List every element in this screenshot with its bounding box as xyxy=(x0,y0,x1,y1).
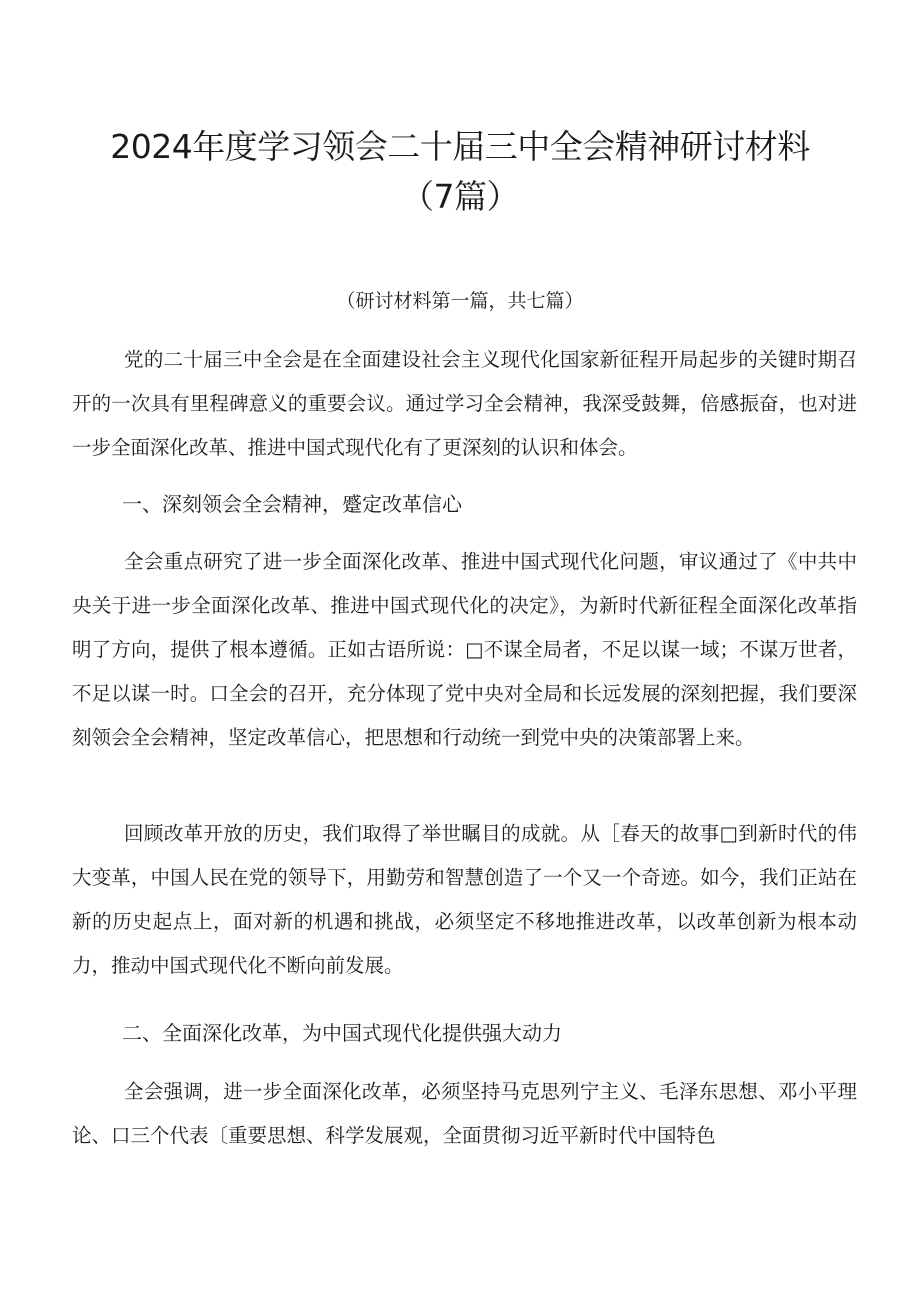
intro-paragraph: 党的二十届三中全会是在全面建设社会主义现代化国家新征程开局起步的关键时期召开的一次具有里程碑意义的重要会议。通过学习全会精神，我深受鼓舞，倍感振奋，也对进一步全面深化改革、推进中国式现代化有了更深刻的认识和体会。 xyxy=(72,348,857,459)
document-subtitle: （研讨材料第一篇，共七篇） xyxy=(336,290,584,312)
section2-paragraph-1: 全会强调，进一步全面深化改革，必须坚持马克思列宁主义、毛泽东思想、邓小平理论、口三个代表〔重要思想、科学发展观，全面贯彻习近平新时代中国特色 xyxy=(72,1080,857,1147)
section-heading-2: 二、全面深化改革，为中国式现代化提供强大动力 xyxy=(122,1021,562,1045)
document-title: 2024年度学习领会二十届三中全会精神研讨材料（7篇） xyxy=(110,127,810,216)
section1-paragraph-1: 全会重点研究了进一步全面深化改革、推进中国式现代化问题，审议通过了《中共中央关于进一步全面深化改革、推进中国式现代化的决定》，为新时代新征程全面深化改革指明了方向，提供了根本遵循。正如古语所说：□不谋全局者，不足以谋一域；不谋万世者，不足以谋一时。口全会的召开，充分体现了党中央对全局和长远发展的深刻把握，我们要深刻领会全会精神，坚定改革信心，把思想和行动统一到党中央的决策部署上来。 xyxy=(72,550,857,749)
section1-paragraph-2: 回顾改革开放的历史，我们取得了举世瞩目的成就。从［春天的故事□到新时代的伟大变革，中国人民在党的领导下，用勤劳和智慧创造了一个又一个奇迹。如今，我们正站在新的历史起点上，面对新的机遇和挑战，必须坚定不移地推进改革，以改革创新为根本动力，推动中国式现代化不断向前发展。 xyxy=(72,822,857,977)
section-heading-1: 一、深刻领会全会精神，蹙定改革信心 xyxy=(122,492,462,516)
